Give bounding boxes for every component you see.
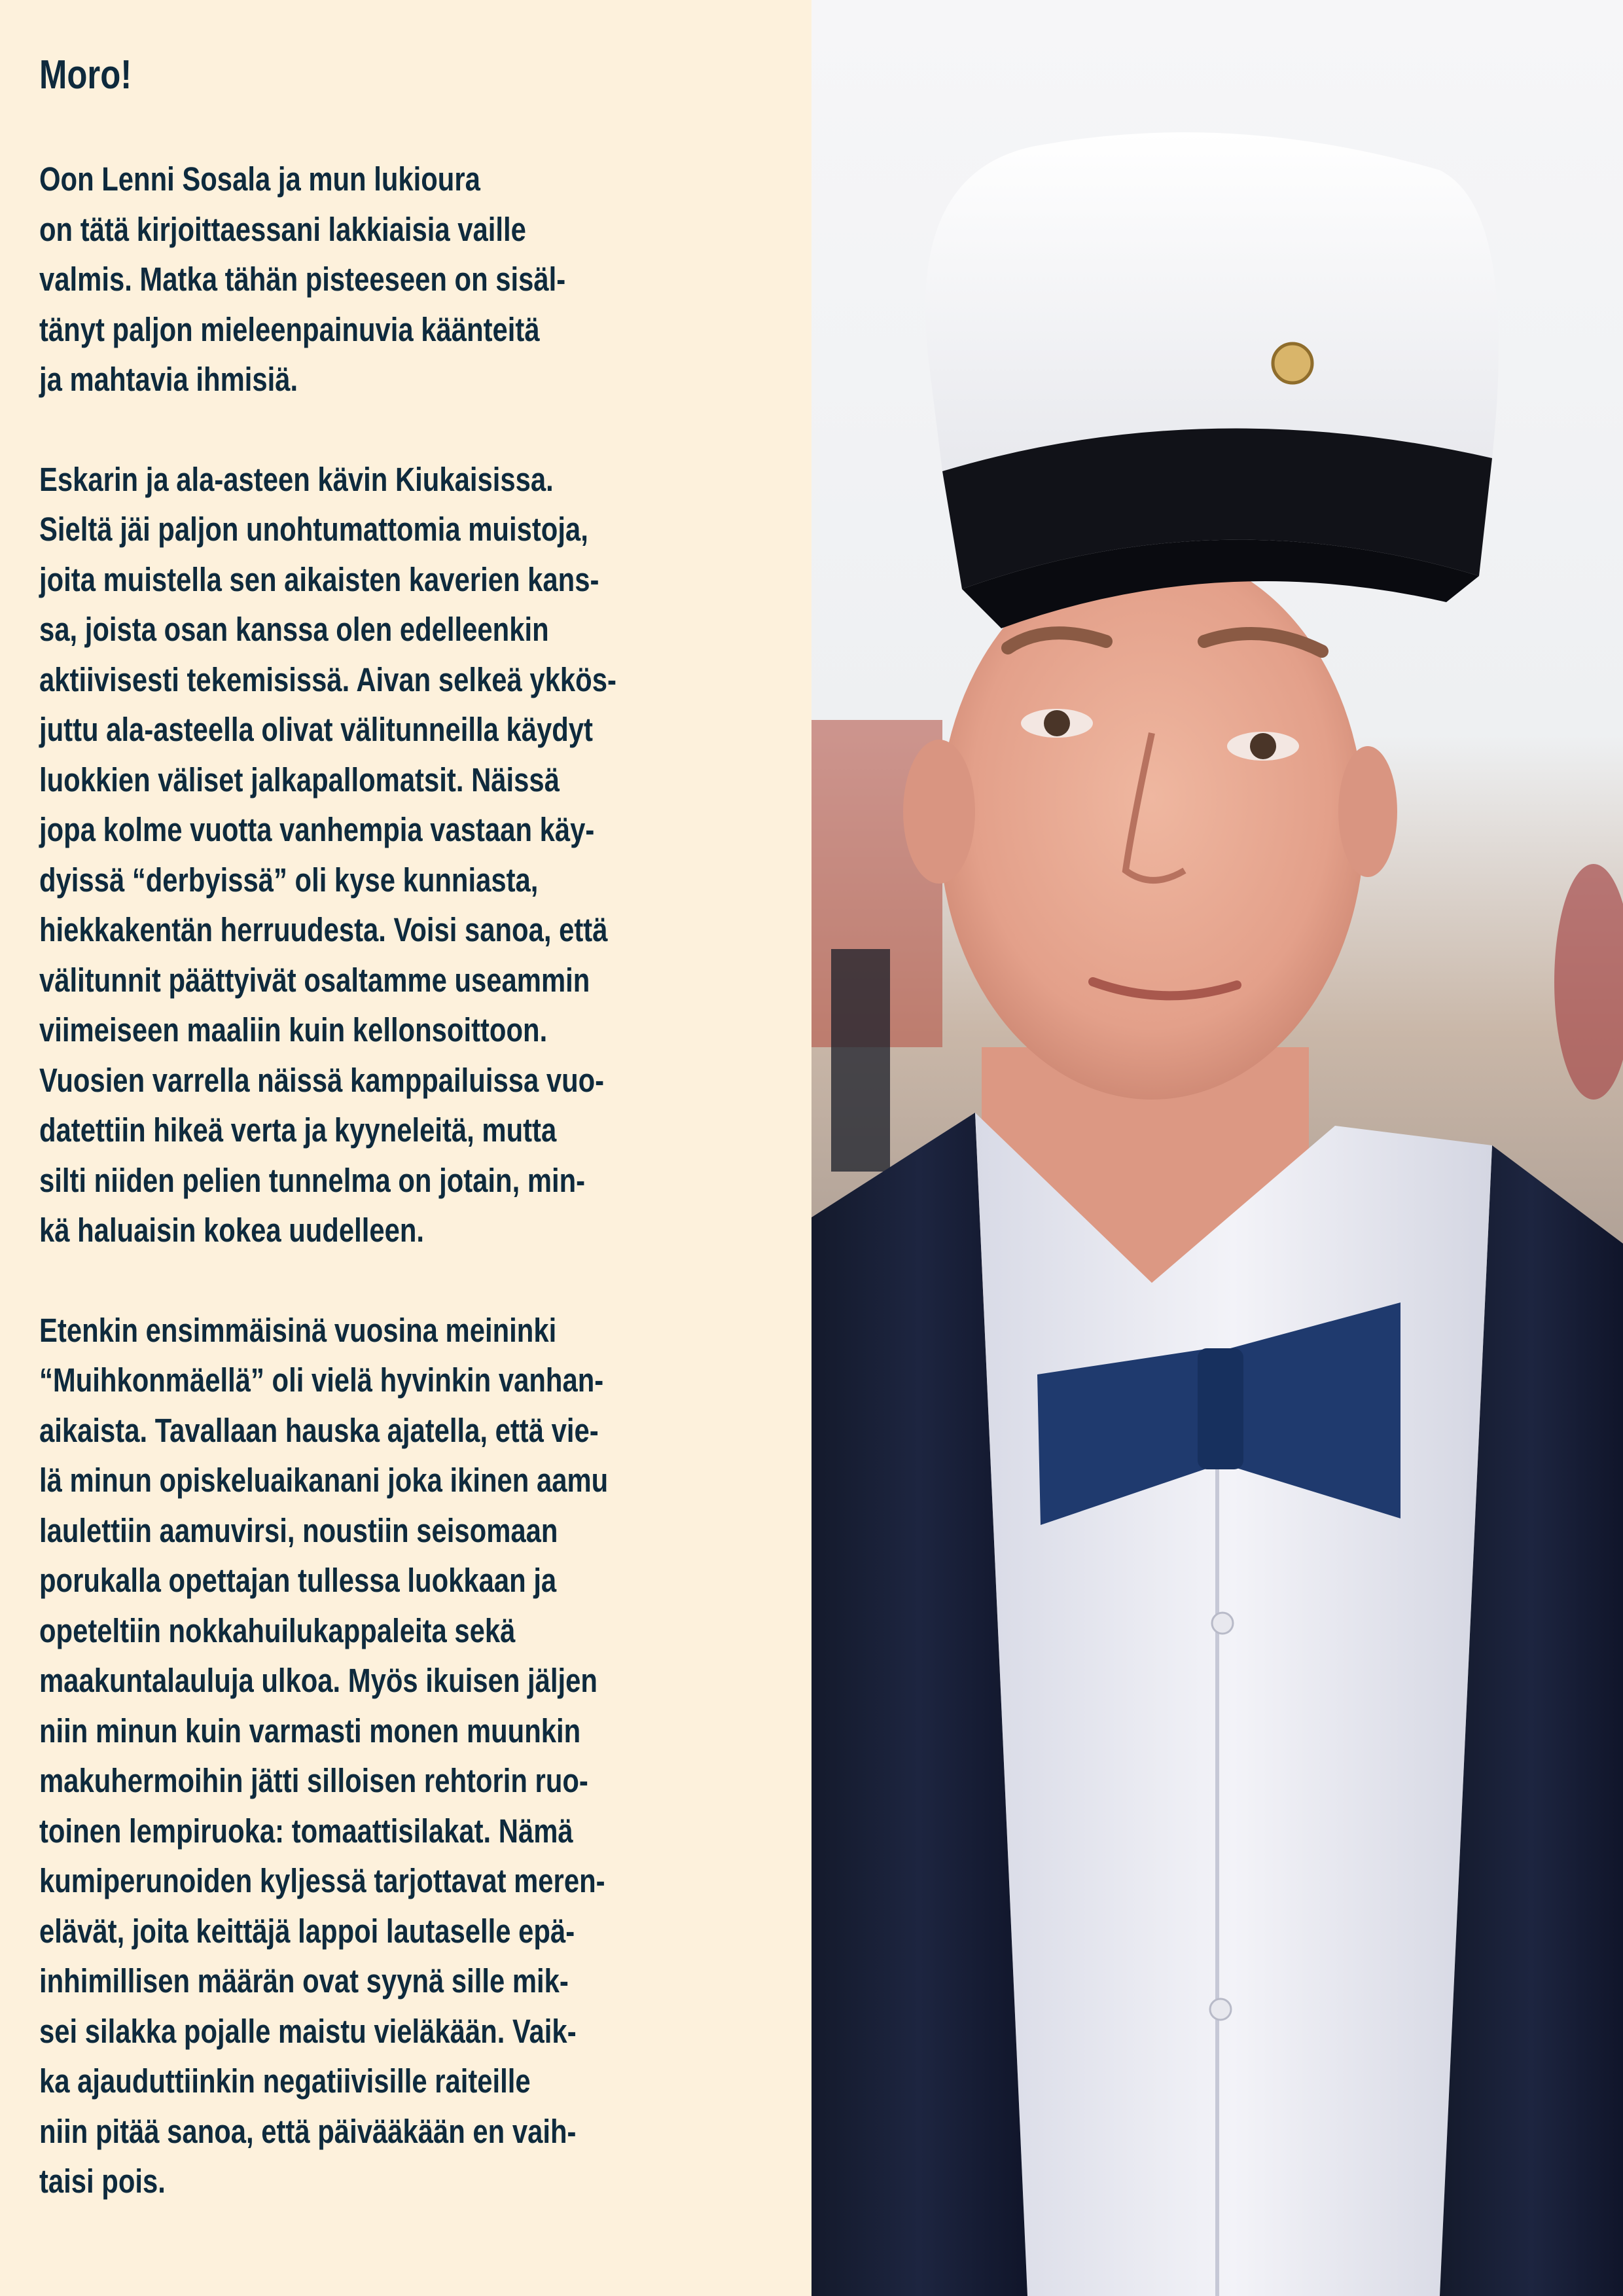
text-line: Vuosien varrella näissä kamppailuissa vuo- xyxy=(39,1061,605,1099)
bow-tie-knot xyxy=(1198,1348,1243,1469)
shirt-button xyxy=(1210,1999,1231,2020)
text-line: Etenkin ensimmäisinä vuosina meininki xyxy=(39,1311,557,1349)
text-line: joita muistella sen aikaisten kaverien kans- xyxy=(39,560,599,598)
text-line: porukalla opettajan tullessa luokkaan ja xyxy=(39,1562,557,1599)
text-line: aikaista. Tavallaan hauska ajatella, että vie- xyxy=(39,1411,599,1449)
iris-left xyxy=(1044,710,1070,736)
text-line: valmis. Matka tähän pisteeseen on sisäl- xyxy=(39,260,566,298)
text-line: Eskarin ja ala-asteen kävin Kiukaisissa. xyxy=(39,460,554,498)
text-line: viimeiseen maaliin kuin kellonsoittoon. xyxy=(39,1011,548,1049)
article-paragraph-2 xyxy=(39,455,673,1256)
shirt xyxy=(975,1113,1492,2296)
text-line: maakuntalauluja ulkoa. Myös ikuisen jäljen xyxy=(39,1662,597,1699)
text-line: taisi pois. xyxy=(39,2162,166,2200)
lyre-emblem-icon xyxy=(1273,344,1312,383)
text-line: juttu ala-asteella olivat välitunneilla käydyt xyxy=(39,711,593,748)
text-line: välitunnit päättyivät osaltamme useammin xyxy=(39,961,590,999)
text-line: opeteltiin nokkahuilukappaleita sekä xyxy=(39,1611,516,1649)
text-line: on tätä kirjoittaessani lakkiaisia vaille xyxy=(39,210,526,248)
text-line: makuhermoihin jätti silloisen rehtorin ruo- xyxy=(39,1762,588,1799)
text-line: tänyt paljon mieleenpainuvia käänteitä xyxy=(39,310,540,348)
text-line: jopa kolme vuotta vanhempia vastaan käy- xyxy=(39,811,595,848)
text-line: toinen lempiruoka: tomaattisilakat. Nämä xyxy=(39,1812,573,1850)
text-line: silti niiden pelien tunnelma on jotain, min- xyxy=(39,1161,586,1199)
face xyxy=(939,550,1364,1100)
text-line: datettiin hikeä verta ja kyyneleitä, mutta xyxy=(39,1111,557,1149)
text-line: hiekkakentän herruudesta. Voisi sanoa, että xyxy=(39,911,608,948)
portrait-illustration xyxy=(812,0,1623,2296)
text-line: kumiperunoiden kyljessä tarjottavat meren- xyxy=(39,1862,605,1899)
text-line: Oon Lenni Sosala ja mun lukioura xyxy=(39,160,480,198)
text-line: laulettiin aamuvirsi, noustiin seisomaan xyxy=(39,1511,558,1549)
blurred-person xyxy=(831,949,890,1172)
article-paragraph-1 xyxy=(39,154,673,405)
text-line: sa, joista osan kanssa olen edelleenkin xyxy=(39,611,549,648)
ear-right xyxy=(1338,746,1397,877)
iris-right xyxy=(1250,733,1276,759)
text-line: Sieltä jäi paljon unohtumattomia muistoja, xyxy=(39,511,588,548)
text-line: sei silakka pojalle maistu vieläkään. Vaik- xyxy=(39,2012,577,2050)
text-line: inhimillisen määrän ovat syynä sille mik- xyxy=(39,1962,569,2000)
text-line: niin minun kuin varmasti monen muunkin xyxy=(39,1712,581,1749)
text-line: aktiivisesti tekemisissä. Aivan selkeä ykkös- xyxy=(39,660,616,698)
ear-left xyxy=(903,740,975,884)
article-heading: Moro! xyxy=(39,52,132,98)
text-line: luokkien väliset jalkapallomatsit. Näissä xyxy=(39,761,560,798)
article-paragraph-3 xyxy=(39,1306,673,2207)
portrait-photo xyxy=(812,0,1623,2296)
text-line: dyissä “derbyissä” oli kyse kunniasta, xyxy=(39,861,539,899)
text-line: niin pitää sanoa, että päivääkään en vaih- xyxy=(39,2112,577,2150)
text-line: “Muihkonmäellä” oli vielä hyvinkin vanhan- xyxy=(39,1361,604,1399)
text-line: lä minun opiskeluaikanani joka ikinen aamu xyxy=(39,1462,609,1499)
shirt-button xyxy=(1212,1613,1233,1634)
text-line: ja mahtavia ihmisiä. xyxy=(39,361,298,398)
text-line: kä haluaisin kokea uudelleen. xyxy=(39,1211,425,1249)
text-line: elävät, joita keittäjä lappoi lautaselle epä- xyxy=(39,1912,575,1950)
text-line: ka ajauduttiinkin negatiivisille raiteille xyxy=(39,2062,531,2100)
